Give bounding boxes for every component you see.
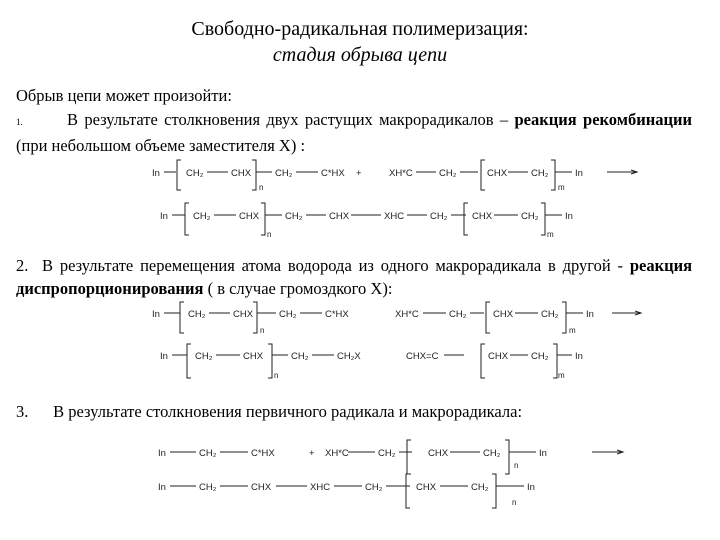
eq2b-ch2x: CH₂X <box>337 351 361 362</box>
eq2a-ch2c: CH₂ <box>449 309 467 320</box>
eq3a-n: n <box>514 461 519 470</box>
eq3a-xhc: XH*C <box>325 448 349 459</box>
eq3a-ch2: CH₂ <box>199 448 217 459</box>
eq1a-ch2: CH₂ <box>186 168 204 179</box>
eq2b-ch2: CH₂ <box>195 351 213 362</box>
item-2-bold: реакция диспропорционирования <box>16 256 693 298</box>
eq1a-in2: In <box>575 168 583 179</box>
eq1a-m: m <box>558 183 565 192</box>
eq3b-n: n <box>512 498 517 507</box>
item-2 <box>16 254 692 300</box>
eq2a-ch2d: CH₂ <box>541 309 559 320</box>
eq2a-xhc: XH*C <box>395 309 419 320</box>
eq1a-plus: + <box>356 168 362 179</box>
eq2b-m: m <box>558 371 565 380</box>
eq1a-ch2c: CH₂ <box>439 168 457 179</box>
eq2b-chx2: CHX <box>488 351 509 362</box>
item-1-bold2: рекомбинации <box>583 110 693 129</box>
eq2b-chx: CHX <box>243 351 264 362</box>
eq1a-ch2d: CH₂ <box>531 168 549 179</box>
item-2-number: 2. <box>16 256 29 275</box>
eq2a-chx: CHX <box>233 309 254 320</box>
item-3-text: В результате столкновения первичного радикала и макрорадикала: <box>53 402 523 421</box>
eq1a-n: n <box>259 183 264 192</box>
eq1b-chx: CHX <box>239 211 260 222</box>
item-1-text: В результате столкновения двух растущих макрорадикалов – <box>67 110 509 129</box>
eq3b-ch2c: CH₂ <box>471 482 489 493</box>
eq2a-ch2: CH₂ <box>188 309 206 320</box>
item-2-text: В результате перемещения атома водорода из одного макрорадикала в другой - <box>42 256 623 275</box>
eq1b-chx2: CHX <box>329 211 350 222</box>
eq2a-in2: In <box>586 309 594 320</box>
eq1b-m: m <box>547 230 554 239</box>
eq1-reactants <box>152 160 637 192</box>
eq3a-in: In <box>158 448 166 459</box>
eq1b-xhc: XHC <box>384 211 405 222</box>
eq1a-xhc: XH*C <box>389 168 413 179</box>
eq2a-in: In <box>152 309 160 320</box>
item-3 <box>16 400 692 423</box>
eq2a-chx2: CHX <box>493 309 514 320</box>
eq1a-in: In <box>152 168 160 179</box>
eq1b-in: In <box>160 211 168 222</box>
eq3-reactants <box>158 440 623 474</box>
eq1b-chx3: CHX <box>472 211 493 222</box>
eq2a-cradical: C*HX <box>325 309 349 320</box>
eq3a-ch2c: CH₂ <box>483 448 501 459</box>
eq1b-ch2: CH₂ <box>193 211 211 222</box>
eq3a-in2: In <box>539 448 547 459</box>
item-1-number: 1. <box>16 117 23 127</box>
eq1b-ch2c: CH₂ <box>430 211 448 222</box>
eq1b-ch2b: CH₂ <box>285 211 303 222</box>
eq3a-cradical: C*HX <box>251 448 275 459</box>
eq1-product <box>160 203 573 239</box>
eq1b-n: n <box>267 230 272 239</box>
eq2-reactants <box>152 302 641 335</box>
item-3-number: 3. <box>16 402 29 421</box>
eq3a-chx: CHX <box>428 448 449 459</box>
eq3b-chx: CHX <box>251 482 272 493</box>
eq2-products <box>160 344 583 380</box>
eq2b-ch2c: CH₂ <box>531 351 549 362</box>
page-subtitle: стадия обрыва цепи <box>272 44 448 66</box>
eq3b-ch2: CH₂ <box>199 482 217 493</box>
intro-text: Обрыв цепи может произойти: <box>16 86 232 105</box>
item-1-bold1: реакция <box>514 110 577 129</box>
item-1-text2: (при небольшом объеме заместителя X) : <box>16 136 306 155</box>
eq3b-ch2b: CH₂ <box>365 482 383 493</box>
eq1a-chx: CHX <box>231 168 252 179</box>
eq1a-chx2: CHX <box>487 168 508 179</box>
eq3b-in2: In <box>527 482 535 493</box>
eq2a-n: n <box>260 326 265 335</box>
eq3a-plus: + <box>309 448 315 459</box>
eq2b-in2: In <box>575 351 583 362</box>
eq2b-in: In <box>160 351 168 362</box>
eq3b-in: In <box>158 482 166 493</box>
eq1b-in2: In <box>565 211 573 222</box>
eq2b-n: n <box>274 371 279 380</box>
eq2a-m: m <box>569 326 576 335</box>
eq2b-ch2b: CH₂ <box>291 351 309 362</box>
eq1b-ch2d: CH₂ <box>521 211 539 222</box>
eq1a-cradical: C*HX <box>321 168 345 179</box>
eq3-product <box>158 474 535 508</box>
item-2-text2: ( в случае громоздкого X): <box>207 279 393 298</box>
eq1a-ch2b: CH₂ <box>275 168 293 179</box>
eq3b-xhc: XHC <box>310 482 331 493</box>
eq3b-chx2: CHX <box>416 482 437 493</box>
eq2b-alkene: CHX=C <box>406 351 439 362</box>
eq3a-ch2b: CH₂ <box>378 448 396 459</box>
page-title: Свободно-радикальная полимеризация: <box>191 18 529 40</box>
eq2a-ch2b: CH₂ <box>279 309 297 320</box>
